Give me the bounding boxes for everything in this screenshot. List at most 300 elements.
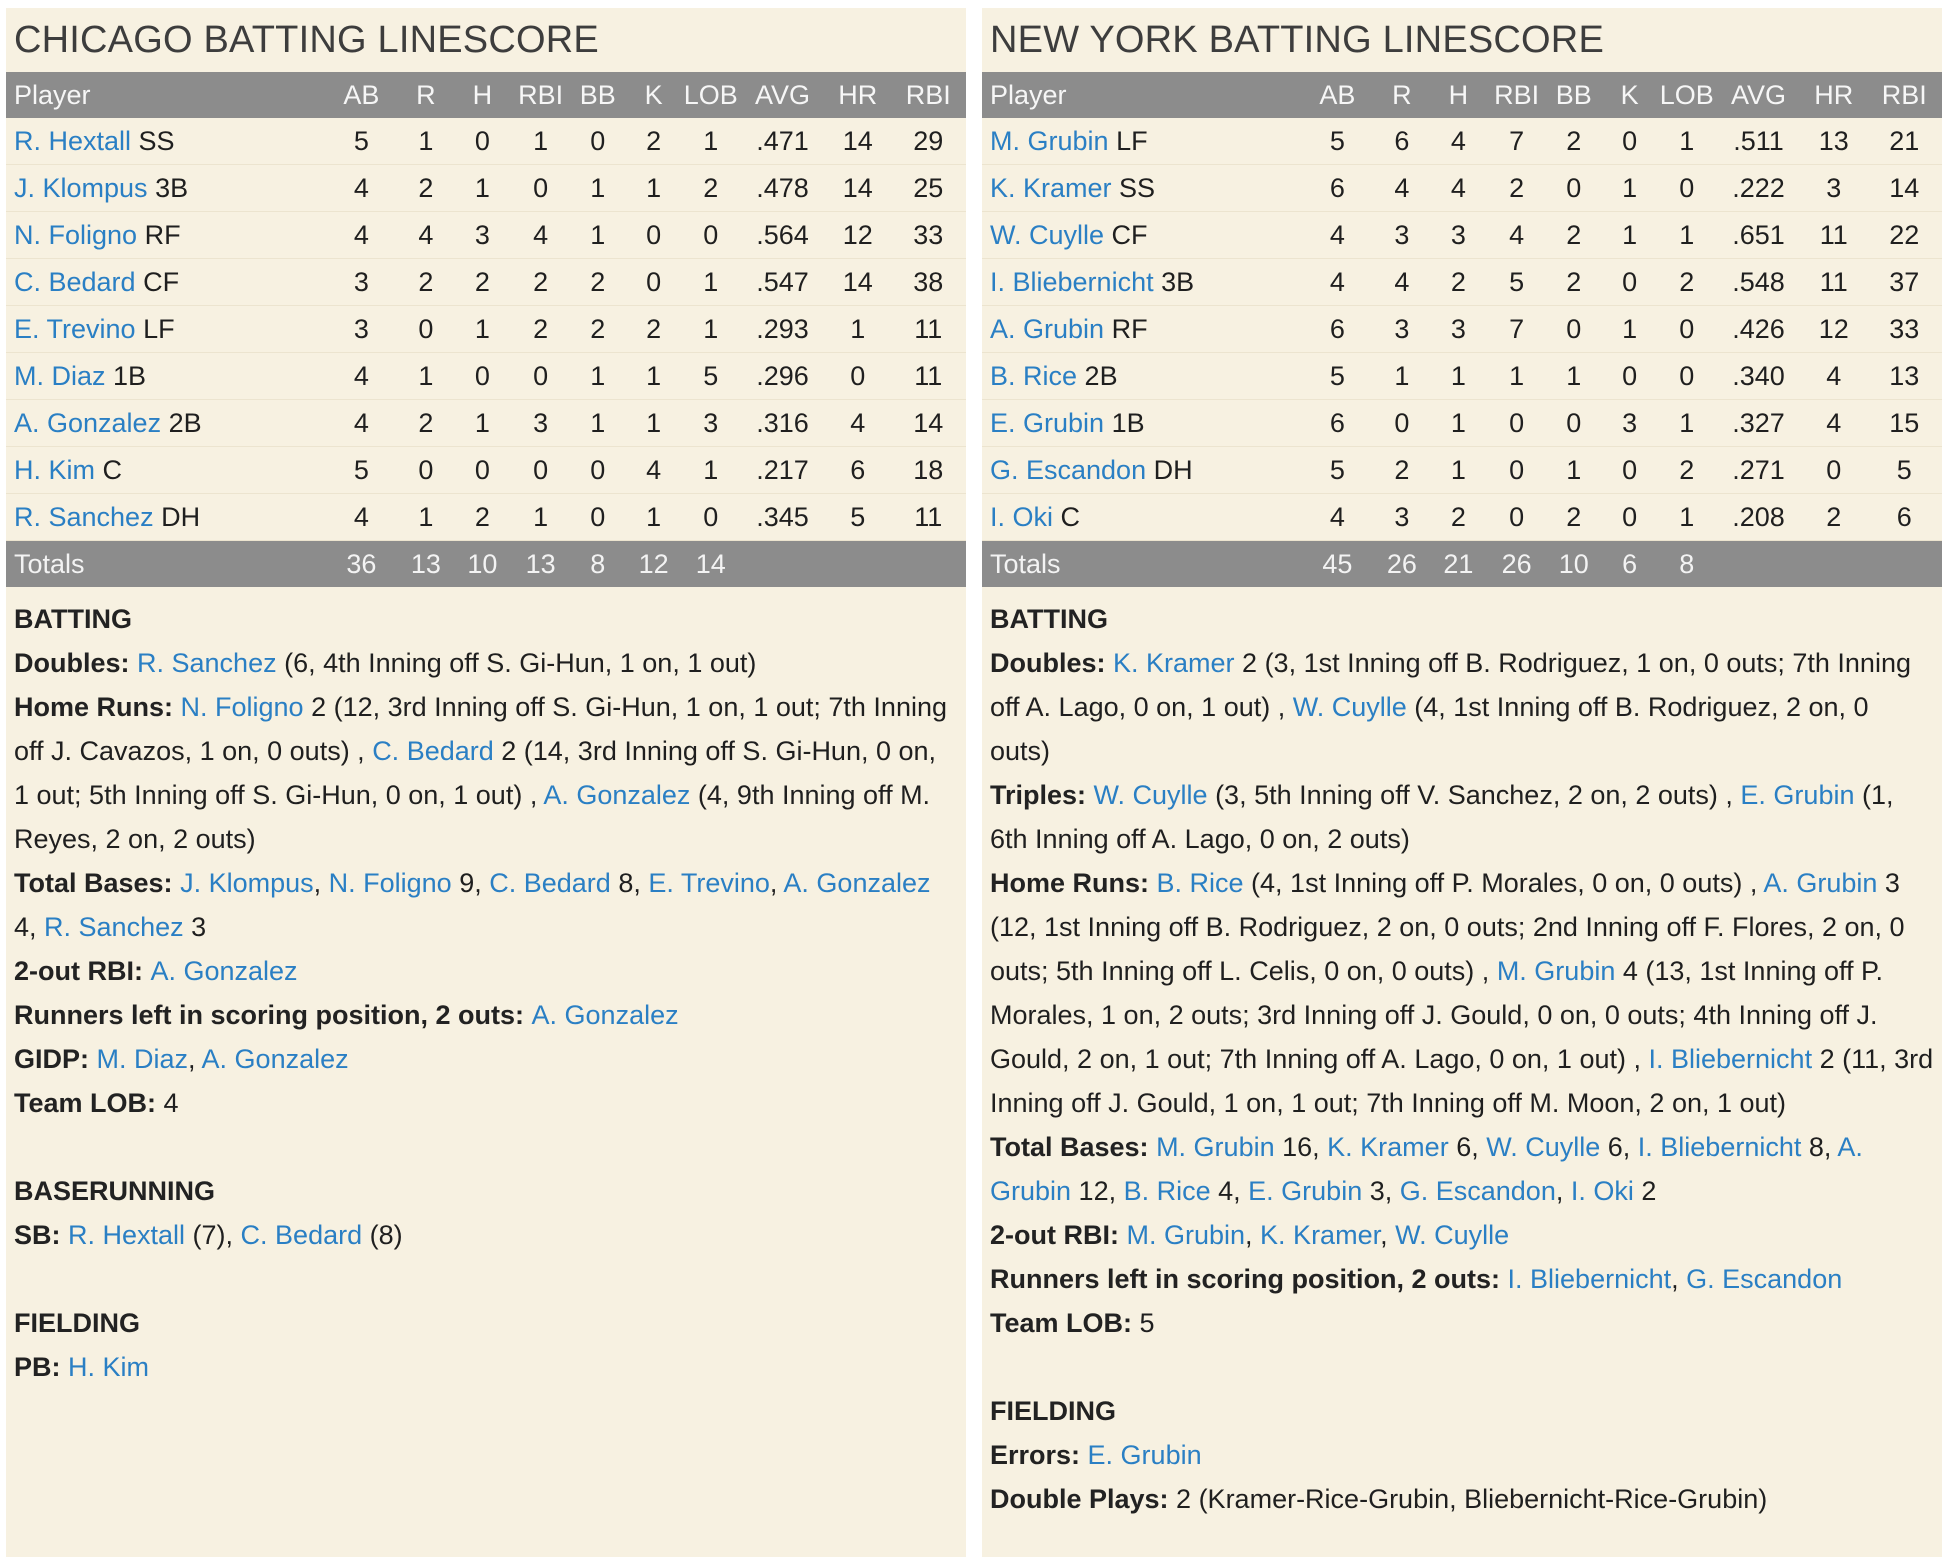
stat-cell: 0: [1602, 494, 1658, 541]
stat-cell: 5: [1488, 259, 1546, 306]
stat-cell: 1: [1658, 212, 1716, 259]
stat-cell: 1: [570, 353, 626, 400]
stat-cell: .651: [1716, 212, 1801, 259]
player-position: RF: [144, 219, 181, 250]
player-position: DH: [161, 501, 201, 532]
totals-cell: 6: [1602, 541, 1658, 588]
stat-cell: 3: [324, 259, 398, 306]
stat-cell: 5: [682, 353, 740, 400]
stat-cell: 2: [1429, 494, 1487, 541]
note-line: [990, 773, 1934, 861]
player-link[interactable]: R. Sanchez: [44, 912, 184, 942]
stat-cell: 2: [399, 259, 454, 306]
totals-cell: [1716, 541, 1801, 588]
stat-cell: 3: [1429, 306, 1487, 353]
newyork-panel: [982, 8, 1942, 1557]
stat-cell: 0: [1602, 118, 1658, 165]
note-label: SB:: [14, 1220, 68, 1250]
stat-cell: .511: [1716, 118, 1801, 165]
stat-cell: 4: [1375, 165, 1430, 212]
stat-cell: 2: [399, 165, 454, 212]
totals-cell: 26: [1488, 541, 1546, 588]
player-link[interactable]: A. Gonzalez: [783, 868, 931, 898]
note-text: 12,: [1071, 1176, 1124, 1206]
player-link[interactable]: I. Oki: [990, 501, 1054, 532]
stat-cell: 1: [453, 306, 511, 353]
note-text: ,: [769, 868, 784, 898]
stat-cell: 3: [324, 306, 398, 353]
note-label: Total Bases:: [14, 868, 181, 898]
stat-cell: 7: [1488, 118, 1546, 165]
player-cell: [6, 447, 324, 494]
stat-cell: 1: [399, 353, 454, 400]
note-line: [990, 861, 1934, 1125]
player-link[interactable]: A. Grubin: [990, 1132, 1863, 1206]
player-link[interactable]: E. Grubin: [990, 407, 1105, 438]
player-link[interactable]: H. Kim: [68, 1352, 149, 1382]
totals-cell: 13: [512, 541, 570, 588]
player-link[interactable]: B. Rice: [1156, 868, 1244, 898]
player-link[interactable]: C. Bedard: [14, 266, 136, 297]
note-line: [14, 1213, 958, 1257]
totals-cell: 8: [1658, 541, 1716, 588]
note-line: [990, 1125, 1934, 1213]
stat-cell: 14: [825, 165, 891, 212]
note-text: 2 (Kramer-Rice-Grubin, Bliebernicht-Rice-Grubin): [1176, 1484, 1768, 1514]
player-link[interactable]: R. Hextall: [68, 1220, 186, 1250]
stat-cell: 2: [1546, 259, 1602, 306]
stat-cell: 1: [1658, 494, 1716, 541]
chicago-panel: [6, 8, 966, 1557]
player-link[interactable]: G. Escandon: [990, 454, 1147, 485]
stat-cell: .222: [1716, 165, 1801, 212]
table-row: [6, 447, 966, 494]
note-label: PB:: [14, 1352, 68, 1382]
player-link[interactable]: C. Bedard: [372, 736, 494, 766]
player-link[interactable]: W. Cuylle: [1486, 1132, 1601, 1162]
col-header[interactable]: RBI: [891, 72, 966, 118]
player-link[interactable]: E. Grubin: [1248, 1176, 1363, 1206]
note-text: (3, 5th Inning off V. Sanchez, 2 on, 2 outs) ,: [1207, 780, 1741, 810]
player-link[interactable]: N. Foligno: [328, 868, 452, 898]
player-cell: [982, 494, 1300, 541]
player-link[interactable]: J. Klompus: [14, 172, 148, 203]
player-link[interactable]: B. Rice: [990, 360, 1078, 391]
note-line: [14, 993, 958, 1037]
table-row: [6, 494, 966, 541]
stat-cell: 13: [1867, 353, 1942, 400]
stat-cell: 0: [825, 353, 891, 400]
stat-cell: 0: [512, 165, 570, 212]
note-line: [14, 1081, 958, 1125]
col-header[interactable]: R: [399, 72, 454, 118]
note-label: GIDP:: [14, 1044, 97, 1074]
player-link[interactable]: C. Bedard: [489, 868, 611, 898]
stat-cell: 2: [1488, 165, 1546, 212]
player-link[interactable]: J. Klompus: [180, 868, 314, 898]
stat-cell: 1: [453, 400, 511, 447]
stat-cell: 4: [1429, 118, 1487, 165]
note-text: ,: [1380, 1220, 1396, 1250]
col-header[interactable]: BB: [570, 72, 626, 118]
stat-cell: 4: [1429, 165, 1487, 212]
newyork-linescore-table: [982, 72, 1942, 587]
note-line: [14, 1037, 958, 1081]
stat-cell: .478: [740, 165, 825, 212]
stat-cell: 4: [1300, 212, 1374, 259]
col-header[interactable]: Player: [982, 72, 1300, 118]
col-header[interactable]: HR: [1801, 72, 1867, 118]
player-link[interactable]: H. Kim: [14, 454, 95, 485]
note-label: Runners left in scoring position, 2 outs:: [14, 1000, 532, 1030]
stat-cell: 0: [1658, 165, 1716, 212]
stat-cell: 0: [570, 494, 626, 541]
table-row: [982, 165, 1942, 212]
stat-cell: 1: [682, 447, 740, 494]
table-row: [6, 165, 966, 212]
stat-cell: 1: [512, 494, 570, 541]
stat-cell: 0: [453, 447, 511, 494]
stat-cell: 37: [1867, 259, 1942, 306]
player-link[interactable]: M. Diaz: [14, 360, 106, 391]
player-position: CF: [1111, 219, 1148, 250]
col-header[interactable]: RBI: [512, 72, 570, 118]
note-text: 3: [183, 912, 207, 942]
chicago-title: CHICAGO BATTING LINESCORE: [14, 19, 599, 61]
stat-cell: .327: [1716, 400, 1801, 447]
note-text: (7),: [185, 1220, 241, 1250]
totals-cell: [891, 541, 966, 588]
col-header[interactable]: AB: [1300, 72, 1374, 118]
stat-cell: 15: [1867, 400, 1942, 447]
note-text: 6,: [1448, 1132, 1487, 1162]
table-row: [6, 353, 966, 400]
stat-cell: .426: [1716, 306, 1801, 353]
stat-cell: 1: [825, 306, 891, 353]
player-link[interactable]: R. Sanchez: [14, 501, 154, 532]
player-cell: [982, 400, 1300, 447]
stat-cell: 6: [825, 447, 891, 494]
player-link[interactable]: I. Bliebernicht: [1648, 1044, 1813, 1074]
player-link[interactable]: E. Grubin: [1087, 1440, 1202, 1470]
stat-cell: 1: [1602, 212, 1658, 259]
stat-cell: 6: [1867, 494, 1942, 541]
player-link[interactable]: M. Grubin: [1126, 1220, 1246, 1250]
note-label: Runners left in scoring position, 2 outs:: [990, 1264, 1508, 1294]
col-header[interactable]: AVG: [740, 72, 825, 118]
note-line: [990, 1257, 1934, 1301]
stat-cell: 1: [453, 165, 511, 212]
note-text: 3 (12, 1st Inning off B. Rodriguez, 2 on, 0 outs; 2nd Inning off F. Flores, 2 on, 0 outs; 5th Inning off L. Celis, 0 on, 0 outs) ,: [990, 868, 1905, 986]
stat-cell: .340: [1716, 353, 1801, 400]
player-cell: [6, 494, 324, 541]
stat-cell: 4: [324, 494, 398, 541]
player-link[interactable]: W. Cuylle: [1395, 1220, 1510, 1250]
stat-cell: 1: [682, 306, 740, 353]
player-link[interactable]: W. Cuylle: [1292, 692, 1407, 722]
player-link[interactable]: G. Escandon: [1399, 1176, 1556, 1206]
totals-cell: 13: [399, 541, 454, 588]
table-row: [6, 306, 966, 353]
player-position: SS: [1119, 172, 1156, 203]
note-text: 8,: [610, 868, 649, 898]
stat-cell: 2: [570, 259, 626, 306]
note-text: (4, 1st Inning off B. Rodriguez, 2 on, 0 outs): [990, 692, 1869, 766]
totals-cell: 10: [1546, 541, 1602, 588]
stat-cell: 2: [1546, 494, 1602, 541]
stat-cell: 2: [1658, 447, 1716, 494]
stat-cell: 29: [891, 118, 966, 165]
note-text: 16,: [1274, 1132, 1328, 1162]
note-label: Home Runs:: [14, 692, 181, 722]
player-position: RF: [1111, 313, 1148, 344]
player-cell: [982, 165, 1300, 212]
note-text: 2 (12, 3rd Inning off S. Gi-Hun, 1 on, 1 out; 7th Inning off J. Cavazos, 1 on, 0 outs) ,: [14, 692, 947, 766]
note-label: Triples:: [990, 780, 1094, 810]
player-link[interactable]: I. Oki: [1570, 1176, 1634, 1206]
col-header[interactable]: BB: [1546, 72, 1602, 118]
player-position: 2B: [1084, 360, 1118, 391]
stat-cell: 3: [1801, 165, 1867, 212]
stat-cell: 0: [1602, 259, 1658, 306]
stat-cell: 0: [1375, 400, 1430, 447]
note-text: 4 (13, 1st Inning off P. Morales, 1 on, 2 outs; 3rd Inning off J. Gould, 0 on, 0 outs; 4th Inning off J. Gould, 2 on, 1 out; 7th Inning off A. Lago, 0 on, 1 out) ,: [990, 956, 1884, 1074]
note-text: 2 (3, 1st Inning off B. Rodriguez, 1 on, 0 outs; 7th Inning off A. Lago, 0 on, 1 out) ,: [990, 648, 1911, 722]
note-text: 2 (11, 3rd Inning off J. Gould, 1 on, 1 out; 7th Inning off M. Moon, 2 on, 1 out): [990, 1044, 1934, 1118]
totals-cell: [1801, 541, 1867, 588]
player-cell: [6, 400, 324, 447]
player-link[interactable]: N. Foligno: [14, 219, 138, 250]
stat-cell: 6: [1300, 400, 1374, 447]
stat-cell: 5: [1867, 447, 1942, 494]
player-link[interactable]: M. Diaz: [96, 1044, 189, 1074]
table-row: [982, 400, 1942, 447]
stat-cell: 13: [1801, 118, 1867, 165]
player-link[interactable]: B. Rice: [1123, 1176, 1211, 1206]
player-link[interactable]: A. Gonzalez: [531, 1000, 679, 1030]
stat-cell: 22: [1867, 212, 1942, 259]
player-link[interactable]: A. Gonzalez: [201, 1044, 349, 1074]
note-label: Home Runs:: [990, 868, 1157, 898]
col-header[interactable]: HR: [825, 72, 891, 118]
player-position: 1B: [1111, 407, 1145, 438]
note-text: (4, 9th Inning off M. Reyes, 2 on, 2 outs): [14, 780, 931, 854]
stat-cell: 11: [891, 306, 966, 353]
stat-cell: 2: [512, 259, 570, 306]
stat-cell: 4: [1801, 400, 1867, 447]
stat-cell: 0: [399, 447, 454, 494]
table-row: [982, 353, 1942, 400]
stat-cell: 2: [399, 400, 454, 447]
player-link[interactable]: A. Gonzalez: [543, 780, 691, 810]
note-text: 2: [1633, 1176, 1657, 1206]
stat-cell: 5: [1300, 447, 1374, 494]
stat-cell: .345: [740, 494, 825, 541]
col-header[interactable]: K: [1602, 72, 1658, 118]
stat-cell: 1: [682, 118, 740, 165]
player-link[interactable]: G. Escandon: [1686, 1264, 1843, 1294]
totals-cell: [825, 541, 891, 588]
player-link[interactable]: I. Bliebernicht: [1507, 1264, 1672, 1294]
stat-cell: 1: [1602, 165, 1658, 212]
table-row: [982, 259, 1942, 306]
stat-cell: 1: [570, 212, 626, 259]
col-header[interactable]: LOB: [1658, 72, 1716, 118]
stat-cell: 3: [453, 212, 511, 259]
note-label: Doubles:: [14, 648, 138, 678]
player-link[interactable]: M. Grubin: [1496, 956, 1616, 986]
stat-cell: 4: [324, 212, 398, 259]
note-text: 5: [1139, 1308, 1155, 1338]
totals-row: [982, 541, 1942, 588]
col-header[interactable]: RBI: [1488, 72, 1546, 118]
col-header[interactable]: H: [453, 72, 511, 118]
stat-cell: 0: [682, 212, 740, 259]
note-text: ,: [1245, 1220, 1261, 1250]
player-link[interactable]: R. Hextall: [14, 125, 132, 156]
stat-cell: 0: [453, 353, 511, 400]
player-link[interactable]: N. Foligno: [180, 692, 304, 722]
player-link[interactable]: M. Grubin: [990, 125, 1109, 156]
stat-cell: 0: [626, 212, 682, 259]
player-link[interactable]: I. Bliebernicht: [1637, 1132, 1802, 1162]
stat-cell: 14: [825, 259, 891, 306]
stat-cell: 6: [1300, 165, 1374, 212]
player-link[interactable]: M. Grubin: [1156, 1132, 1275, 1162]
totals-cell: [740, 541, 825, 588]
note-text: 4: [163, 1088, 179, 1118]
stat-cell: 4: [1300, 494, 1374, 541]
stat-cell: 6: [1300, 306, 1374, 353]
player-position: 3B: [155, 172, 189, 203]
player-link[interactable]: A. Grubin: [1763, 868, 1878, 898]
note-line: [990, 1433, 1934, 1477]
stat-cell: 14: [825, 118, 891, 165]
stat-cell: 2: [1658, 259, 1716, 306]
player-link[interactable]: K. Kramer: [1327, 1132, 1449, 1162]
note-line: [14, 1345, 958, 1389]
player-link[interactable]: A. Gonzalez: [150, 956, 298, 986]
section-heading: BASERUNNING: [14, 1176, 216, 1206]
stat-cell: 1: [626, 400, 682, 447]
section-heading: FIELDING: [14, 1308, 140, 1338]
col-header[interactable]: AB: [324, 72, 398, 118]
col-header[interactable]: AVG: [1716, 72, 1801, 118]
col-header[interactable]: K: [626, 72, 682, 118]
stat-cell: 5: [1300, 353, 1374, 400]
stat-cell: 1: [626, 353, 682, 400]
section-heading: FIELDING: [990, 1396, 1116, 1426]
player-link[interactable]: W. Cuylle: [990, 219, 1105, 250]
stat-cell: 3: [1375, 306, 1430, 353]
table-row: [6, 212, 966, 259]
player-link[interactable]: K. Kramer: [1113, 648, 1235, 678]
stat-cell: 18: [891, 447, 966, 494]
stat-cell: 11: [1801, 259, 1867, 306]
player-cell: [6, 165, 324, 212]
totals-label: Totals: [6, 541, 324, 588]
stat-cell: 0: [1488, 494, 1546, 541]
note-line: [14, 861, 958, 949]
player-link[interactable]: E. Trevino: [14, 313, 136, 344]
player-cell: [982, 306, 1300, 353]
stat-cell: 2: [1375, 447, 1430, 494]
player-link[interactable]: E. Grubin: [1740, 780, 1855, 810]
stat-cell: 0: [1658, 306, 1716, 353]
stat-cell: 0: [1602, 353, 1658, 400]
stat-cell: .548: [1716, 259, 1801, 306]
stat-cell: 2: [682, 165, 740, 212]
note-line: [14, 685, 958, 861]
stat-cell: 0: [682, 494, 740, 541]
player-link[interactable]: K. Kramer: [1260, 1220, 1381, 1250]
note-text: (8): [362, 1220, 403, 1250]
stat-cell: 3: [682, 400, 740, 447]
newyork-notes: [982, 587, 1942, 1521]
stat-cell: 2: [453, 259, 511, 306]
section-spacer: [14, 1257, 958, 1301]
player-cell: [982, 212, 1300, 259]
stat-cell: 0: [512, 353, 570, 400]
stat-cell: .208: [1716, 494, 1801, 541]
table-row: [982, 494, 1942, 541]
chicago-notes: [6, 587, 966, 1389]
player-link[interactable]: A. Grubin: [990, 313, 1105, 344]
col-header[interactable]: Player: [6, 72, 324, 118]
stat-cell: 21: [1867, 118, 1942, 165]
totals-cell: 8: [570, 541, 626, 588]
stat-cell: .547: [740, 259, 825, 306]
stat-cell: .564: [740, 212, 825, 259]
stat-cell: .296: [740, 353, 825, 400]
col-header[interactable]: LOB: [682, 72, 740, 118]
col-header[interactable]: H: [1429, 72, 1487, 118]
stat-cell: 1: [399, 118, 454, 165]
stat-cell: 0: [570, 118, 626, 165]
note-text: (6, 4th Inning off S. Gi-Hun, 1 on, 1 out): [276, 648, 757, 678]
stat-cell: 6: [1375, 118, 1430, 165]
stat-cell: 1: [570, 400, 626, 447]
player-link[interactable]: C. Bedard: [240, 1220, 363, 1250]
totals-cell: 12: [626, 541, 682, 588]
player-cell: [6, 306, 324, 353]
col-header[interactable]: R: [1375, 72, 1430, 118]
stat-cell: 2: [1801, 494, 1867, 541]
stat-cell: 2: [1546, 212, 1602, 259]
stat-cell: 4: [512, 212, 570, 259]
stat-cell: 3: [1602, 400, 1658, 447]
player-link[interactable]: W. Cuylle: [1093, 780, 1208, 810]
player-link[interactable]: R. Sanchez: [137, 648, 277, 678]
note-text: ,: [188, 1044, 202, 1074]
note-text: ,: [313, 868, 329, 898]
section-heading: BATTING: [990, 604, 1108, 634]
stat-cell: 1: [1546, 447, 1602, 494]
stat-cell: .316: [740, 400, 825, 447]
totals-cell: 45: [1300, 541, 1374, 588]
col-header[interactable]: RBI: [1867, 72, 1942, 118]
table-header-row: [6, 72, 966, 118]
player-link[interactable]: E. Trevino: [648, 868, 770, 898]
stat-cell: 5: [825, 494, 891, 541]
stat-cell: 0: [1546, 400, 1602, 447]
player-link[interactable]: I. Bliebernicht: [990, 266, 1154, 297]
player-link[interactable]: A. Gonzalez: [14, 407, 162, 438]
note-label: Team LOB:: [14, 1088, 164, 1118]
player-link[interactable]: K. Kramer: [990, 172, 1112, 203]
totals-label: Totals: [982, 541, 1300, 588]
note-text: 9,: [451, 868, 490, 898]
